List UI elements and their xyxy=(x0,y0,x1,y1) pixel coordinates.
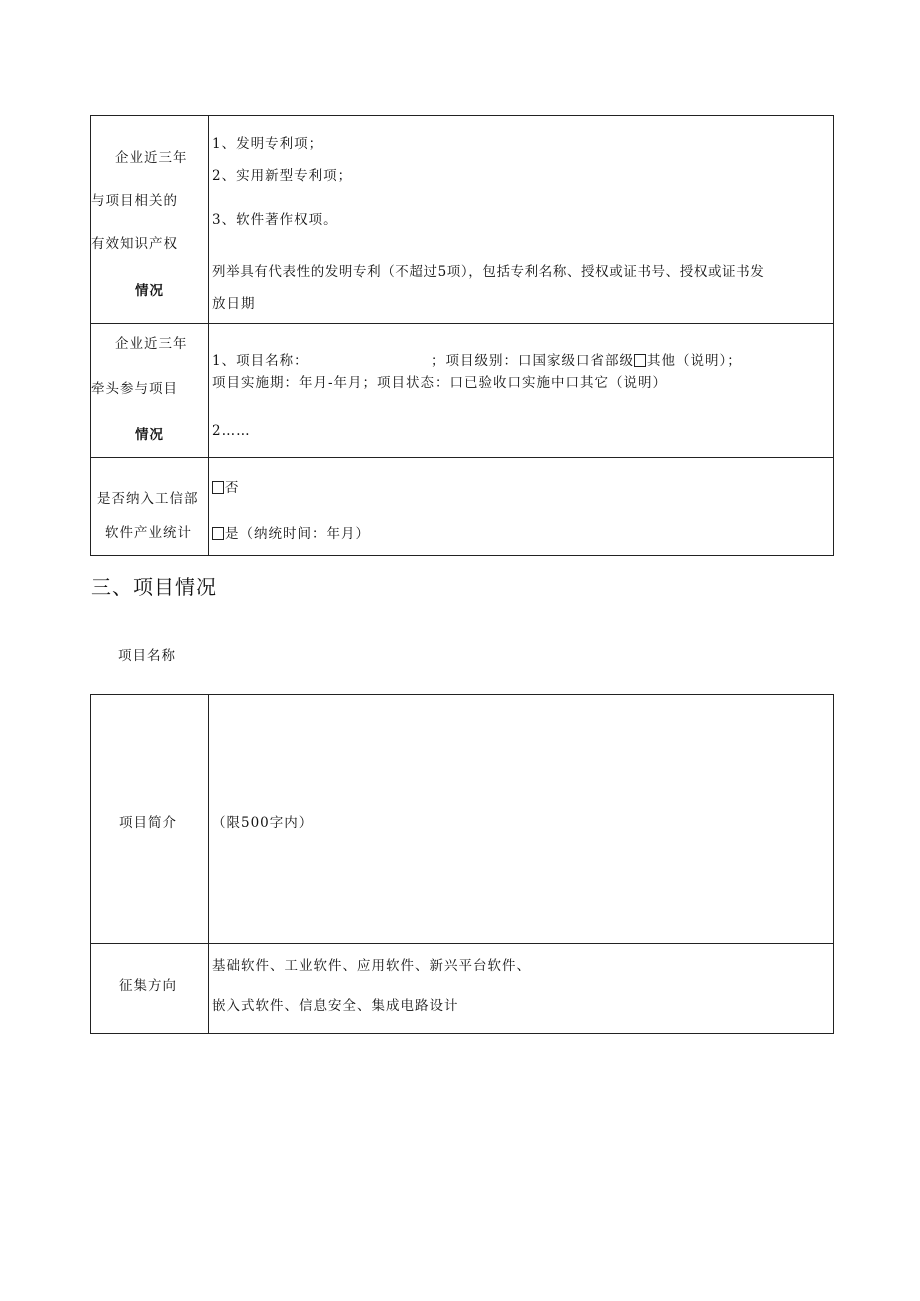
stats-row xyxy=(91,457,833,555)
stats-label-line-2: 软件产业统计 xyxy=(105,525,192,541)
ip-label-line-2: 与项目相关的 xyxy=(91,193,178,209)
direction-line-2: 嵌入式软件、信息安全、集成电路设计 xyxy=(212,998,459,1014)
stats-option-no xyxy=(212,476,240,496)
direction-row xyxy=(91,943,833,1033)
project-name-label: 项目名称 xyxy=(118,648,176,664)
ip-label-line-4: 情况 xyxy=(135,283,164,299)
project-row-label-cell xyxy=(91,324,209,457)
project-table xyxy=(90,694,834,1034)
project-intro-label: 项目简介 xyxy=(119,815,177,831)
ip-utility-patents: 2、实用新型专利项； xyxy=(212,168,353,184)
project-row xyxy=(91,323,833,457)
project-level-options xyxy=(431,349,742,369)
ip-table xyxy=(90,115,834,556)
direction-label-cell xyxy=(91,944,209,1033)
project-period-status: 项目实施期：年月-年月；项目状态：口已验收口实施中口其它（说明） xyxy=(212,375,668,391)
stats-no-checkbox[interactable] xyxy=(212,481,224,494)
ip-label-line-1: 企业近三年 xyxy=(115,150,188,166)
project-more-items: 2…… xyxy=(212,423,251,439)
project-intro-label-cell xyxy=(91,695,209,943)
ip-representative-note: 列举具有代表性的发明专利（不超过5项），包括专利名称、授权或证书号、授权或证书发 xyxy=(212,264,765,280)
project-level-text: ；项目级别：口国家级口省部级 xyxy=(431,353,634,369)
project-level-other-text: 其他（说明）； xyxy=(647,353,742,369)
other-level-checkbox[interactable] xyxy=(634,354,646,367)
ip-invention-patents: 1、发明专利项； xyxy=(212,136,324,152)
project-name-field-label: 1、项目名称： xyxy=(212,353,309,369)
direction-line-1: 基础软件、工业软件、应用软件、新兴平台软件、 xyxy=(212,958,531,974)
project-intro-hint: （限500字内） xyxy=(212,815,314,831)
ip-row-label-cell xyxy=(91,116,209,323)
project-label-line-1: 企业近三年 xyxy=(115,336,188,352)
stats-row-label-cell xyxy=(91,458,209,555)
project-intro-row xyxy=(91,695,833,943)
ip-representative-note-cont: 放日期 xyxy=(212,296,256,312)
ip-label-line-3: 有效知识产权 xyxy=(91,236,178,252)
project-label-line-2: 牵头参与项目 xyxy=(91,381,178,397)
stats-label-line-1: 是否纳入工信部 xyxy=(97,491,199,507)
stats-no-label: 否 xyxy=(225,480,240,496)
stats-option-yes xyxy=(212,522,370,542)
ip-row xyxy=(91,116,833,323)
project-label-line-3: 情况 xyxy=(135,427,164,443)
direction-label: 征集方向 xyxy=(119,978,177,994)
section-title: 三、项目情况 xyxy=(91,575,217,599)
stats-yes-label: 是（纳统时间：年月） xyxy=(225,526,370,542)
stats-yes-checkbox[interactable] xyxy=(212,527,224,540)
ip-software-copyrights: 3、软件著作权项。 xyxy=(212,212,338,228)
